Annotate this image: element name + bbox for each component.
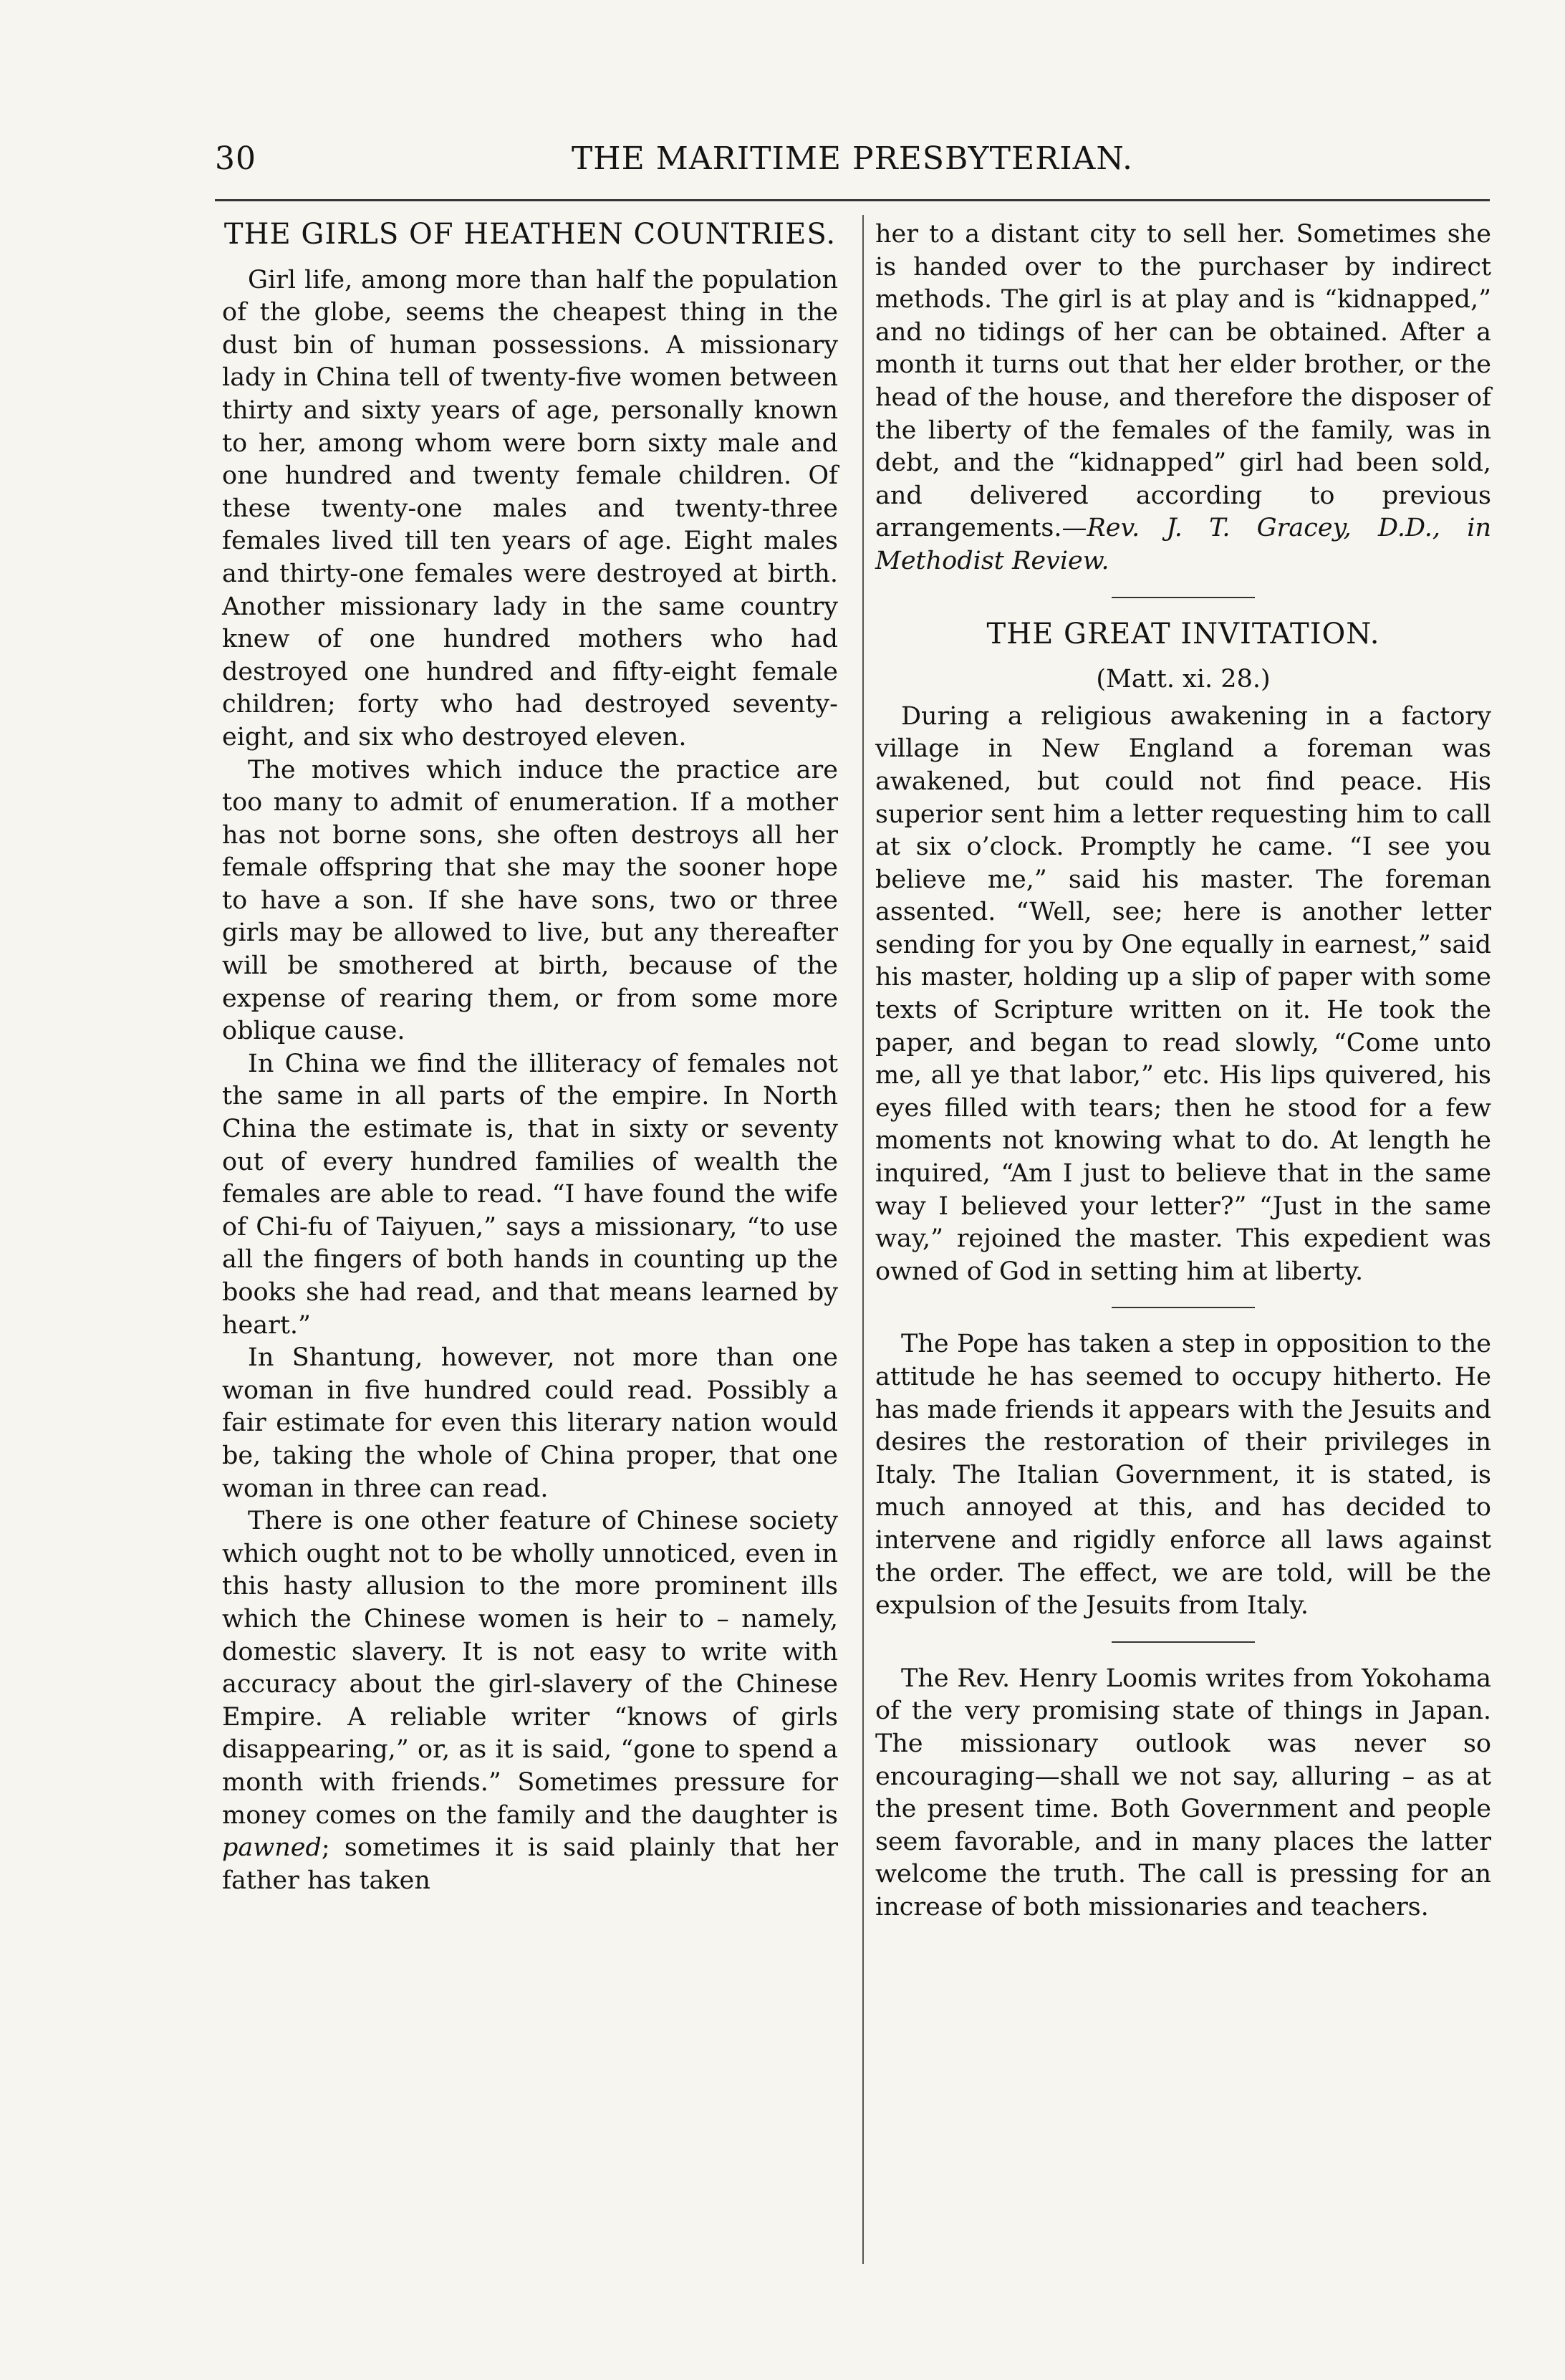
paragraph-5-after: ; sometimes it is said plainly that her father has taken bbox=[222, 1833, 838, 1895]
paragraph-5-italic: pawned bbox=[222, 1833, 322, 1863]
journal-title: THE MARITIME PRESBYTERIAN. bbox=[571, 140, 1134, 177]
paragraph-1: Girl life, among more than half the population of the globe, seems the cheapest thing in the dust bin of human possessions. A missionary lady in China tell of twenty-five women between thirty and sixty years of age, personally known to her, among whom were born sixty male and one hundred and twenty female children. Of these twenty-one males and twenty-three females lived till ten years of age. Eight males and thirty-one females were destroyed at birth. Another missionary lady in the same country knew of one hundred mothers who had destroyed one hundred and fifty-eight female children; forty who had destroyed seventy-eight, and six who destroyed eleven. bbox=[222, 265, 838, 752]
paragraph-4: In Shantung, however, not more than one woman in five hundred could read. Possibly a fair estimate for even this literary nation would be, taking the whole of China proper, that one woman in three can read. bbox=[222, 1343, 838, 1503]
paragraph-5-text: There is one other feature of Chinese society which ought not to be wholly unnoticed, even in this hasty allusion to the more prominent ills which the Chinese women is heir to – namely, domestic slavery. It is not easy to write with accuracy about the girl-slavery of the Chinese Empire. A reliable writer “knows of girls disappearing,” or, as it is said, “gone to spend a month with friends.” Sometimes pressure for money comes on the family and the daughter is bbox=[222, 1507, 838, 1830]
scripture-reference: (Matt. xi. 28.) bbox=[1096, 665, 1271, 694]
column-divider bbox=[862, 215, 864, 2264]
section-rule-3 bbox=[1112, 1641, 1255, 1643]
paragraph-5 bbox=[222, 1505, 838, 1897]
invitation-paragraph: During a religious awakening in a factory village in New England a foreman was awakened, but could not find peace. His superior sent him a letter requesting him to call at six o’clock. Promptly he came. “I see you believe me,” said his master. The foreman assented. “Well, see; here is another letter sending for you by One equally in earnest,” said his master, holding up a slip of paper with some texts of Scripture written on it. He took the paper, and began to read slowly, “Come unto me, all ye that labor,” etc. His lips quivered, his eyes filled with tears; then he stood for a few moments not knowing what to do. At length he inquired, “Am I just to believe that in the same way I believed your letter?” “Just in the same way,” rejoined the master. This expedient was owned of God in setting him at liberty. bbox=[875, 701, 1491, 1286]
paragraph-2: The motives which induce the practice are too many to admit of enumeration. If a mother has not borne sons, she often destroys all her female offspring that she may the sooner hope to have a son. If she have sons, two or three girls may be allowed to live, but any thereafter will be smothered at birth, because of the expense of rearing them, or from some more oblique cause. bbox=[222, 755, 838, 1046]
article-title-girls: THE GIRLS OF HEATHEN COUNTRIES. bbox=[223, 218, 837, 251]
loomis-paragraph: The Rev. Henry Loomis writes from Yokohama of the very promising state of things in Japan. The missionary outlook was never so encouraging—shall we not say, alluring – as at the present time. Both Government and people seem favorable, and in many places the latter welcome the truth. The call is pressing for an increase of both missionaries and teachers. bbox=[875, 1664, 1491, 1921]
right-column bbox=[875, 219, 1491, 1924]
article-title-invitation: THE GREAT INVITATION. bbox=[986, 617, 1380, 651]
section-rule-2 bbox=[1112, 1307, 1255, 1308]
left-column bbox=[222, 219, 838, 1897]
page-header bbox=[215, 140, 1490, 191]
page-number: 30 bbox=[215, 140, 256, 177]
header-rule bbox=[215, 199, 1490, 201]
section-rule-1 bbox=[1112, 597, 1255, 598]
paragraph-3: In China we find the illiteracy of females not the same in all parts of the empire. In North China the estimate is, that in sixty or seventy out of every hundred families of wealth the females are able to read. “I have found the wife of Chi-fu of Taiyuen,” says a missionary, “to use all the fingers of both hands in counting up the books she had read, and that means learned by heart.” bbox=[222, 1049, 838, 1340]
continuation-text: her to a distant city to sell her. Sometimes she is handed over to the purchaser by indirect methods. The girl is at play and is “kidnapped,” and no tidings of her can be obtained. After a month it turns out that her elder brother, or the head of the house, and therefore the disposer of the liberty of the females of the family, was in debt, and the “kidnapped” girl had been sold, and delivered according to previous arrangements.— bbox=[875, 220, 1491, 543]
pope-paragraph: The Pope has taken a step in opposition to the attitude he has seemed to occupy hitherto. He has made friends it appears with the Jesuits and desires the restoration of their privileges in Italy. The Italian Government, it is stated, is much annoyed at this, and has decided to intervene and rigidly enforce all laws against the order. The effect, we are told, will be the expulsion of the Jesuits from Italy. bbox=[875, 1330, 1491, 1621]
continuation-paragraph bbox=[875, 219, 1491, 578]
continuation-credit: Rev. J. T. Gracey, D.D., in Methodist Review. bbox=[875, 514, 1491, 575]
